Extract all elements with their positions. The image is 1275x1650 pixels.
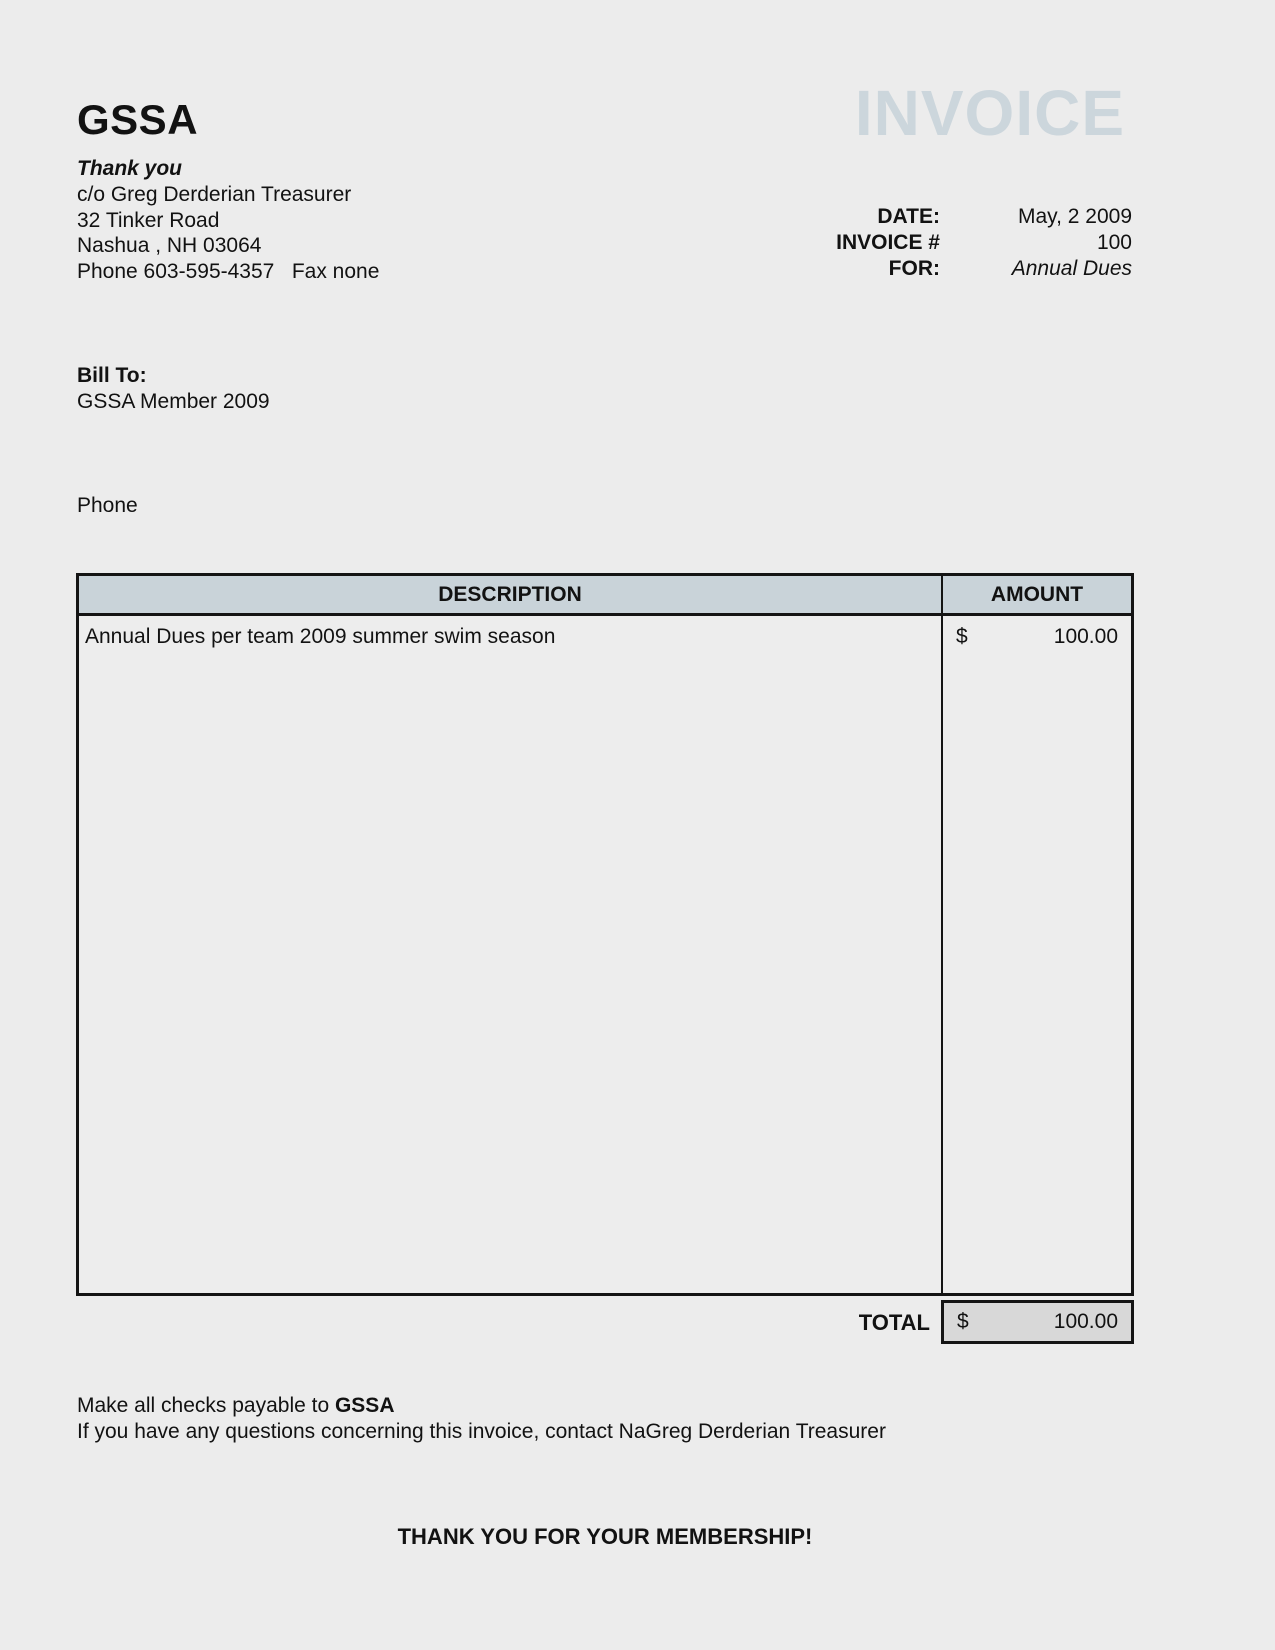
invoice-number-value: 100 (1096, 231, 1132, 254)
date-value: May, 2 2009 (1017, 205, 1132, 228)
line-item-description: Annual Dues per team 2009 summer swim season (79, 616, 943, 1293)
thank-you-message: THANK YOU FOR YOUR MEMBERSHIP! (397, 1524, 813, 1549)
line-item-amount: 100.00 (1053, 625, 1118, 648)
address-line-city: Nashua , NH 03064 (77, 234, 262, 257)
total-amount-cell (941, 1300, 1134, 1344)
for-label: FOR: (888, 257, 940, 280)
table-header-row (79, 576, 1131, 616)
total-amount: 100.00 (1053, 1310, 1118, 1333)
line-items-table (76, 573, 1134, 1296)
total-label: TOTAL (858, 1310, 930, 1335)
questions-contact-name: Greg Derderian Treasurer (645, 1420, 886, 1443)
checks-payable-text: Make all checks payable to (77, 1394, 335, 1417)
for-value: Annual Dues (1011, 257, 1132, 280)
company-tagline: Thank you (77, 157, 183, 180)
total-currency-symbol: $ (957, 1310, 969, 1333)
company-address-block (77, 182, 379, 284)
table-row (79, 616, 1131, 1293)
address-line-care-of: c/o Greg Derderian Treasurer (77, 183, 352, 206)
line-item-amount-cell (943, 616, 1131, 1293)
bill-to-name: GSSA Member 2009 (77, 390, 270, 413)
meta-row-for (680, 256, 1132, 282)
description-column-header: DESCRIPTION (79, 576, 943, 613)
questions-line (77, 1420, 886, 1444)
company-name: GSSA (77, 96, 199, 143)
bill-to-label: Bill To: (77, 364, 147, 387)
address-line-street: 32 Tinker Road (77, 208, 220, 232)
checks-payable-line (77, 1394, 394, 1418)
currency-symbol: $ (956, 625, 968, 648)
checks-payee: GSSA (334, 1394, 395, 1417)
date-label: DATE: (877, 205, 940, 228)
meta-row-date (680, 204, 1132, 230)
invoice-number-label: INVOICE # (836, 231, 940, 254)
invoice-meta (680, 204, 1132, 282)
bill-to-phone-label: Phone (77, 494, 138, 517)
amount-column-header: AMOUNT (990, 582, 1084, 606)
meta-row-invoice-number (680, 230, 1132, 256)
company-phone-fax: Phone 603-595-4357 Fax none (77, 259, 380, 283)
invoice-title: INVOICE (854, 77, 1125, 149)
questions-text: If you have any questions concerning this invoice, contact Na (77, 1420, 646, 1443)
